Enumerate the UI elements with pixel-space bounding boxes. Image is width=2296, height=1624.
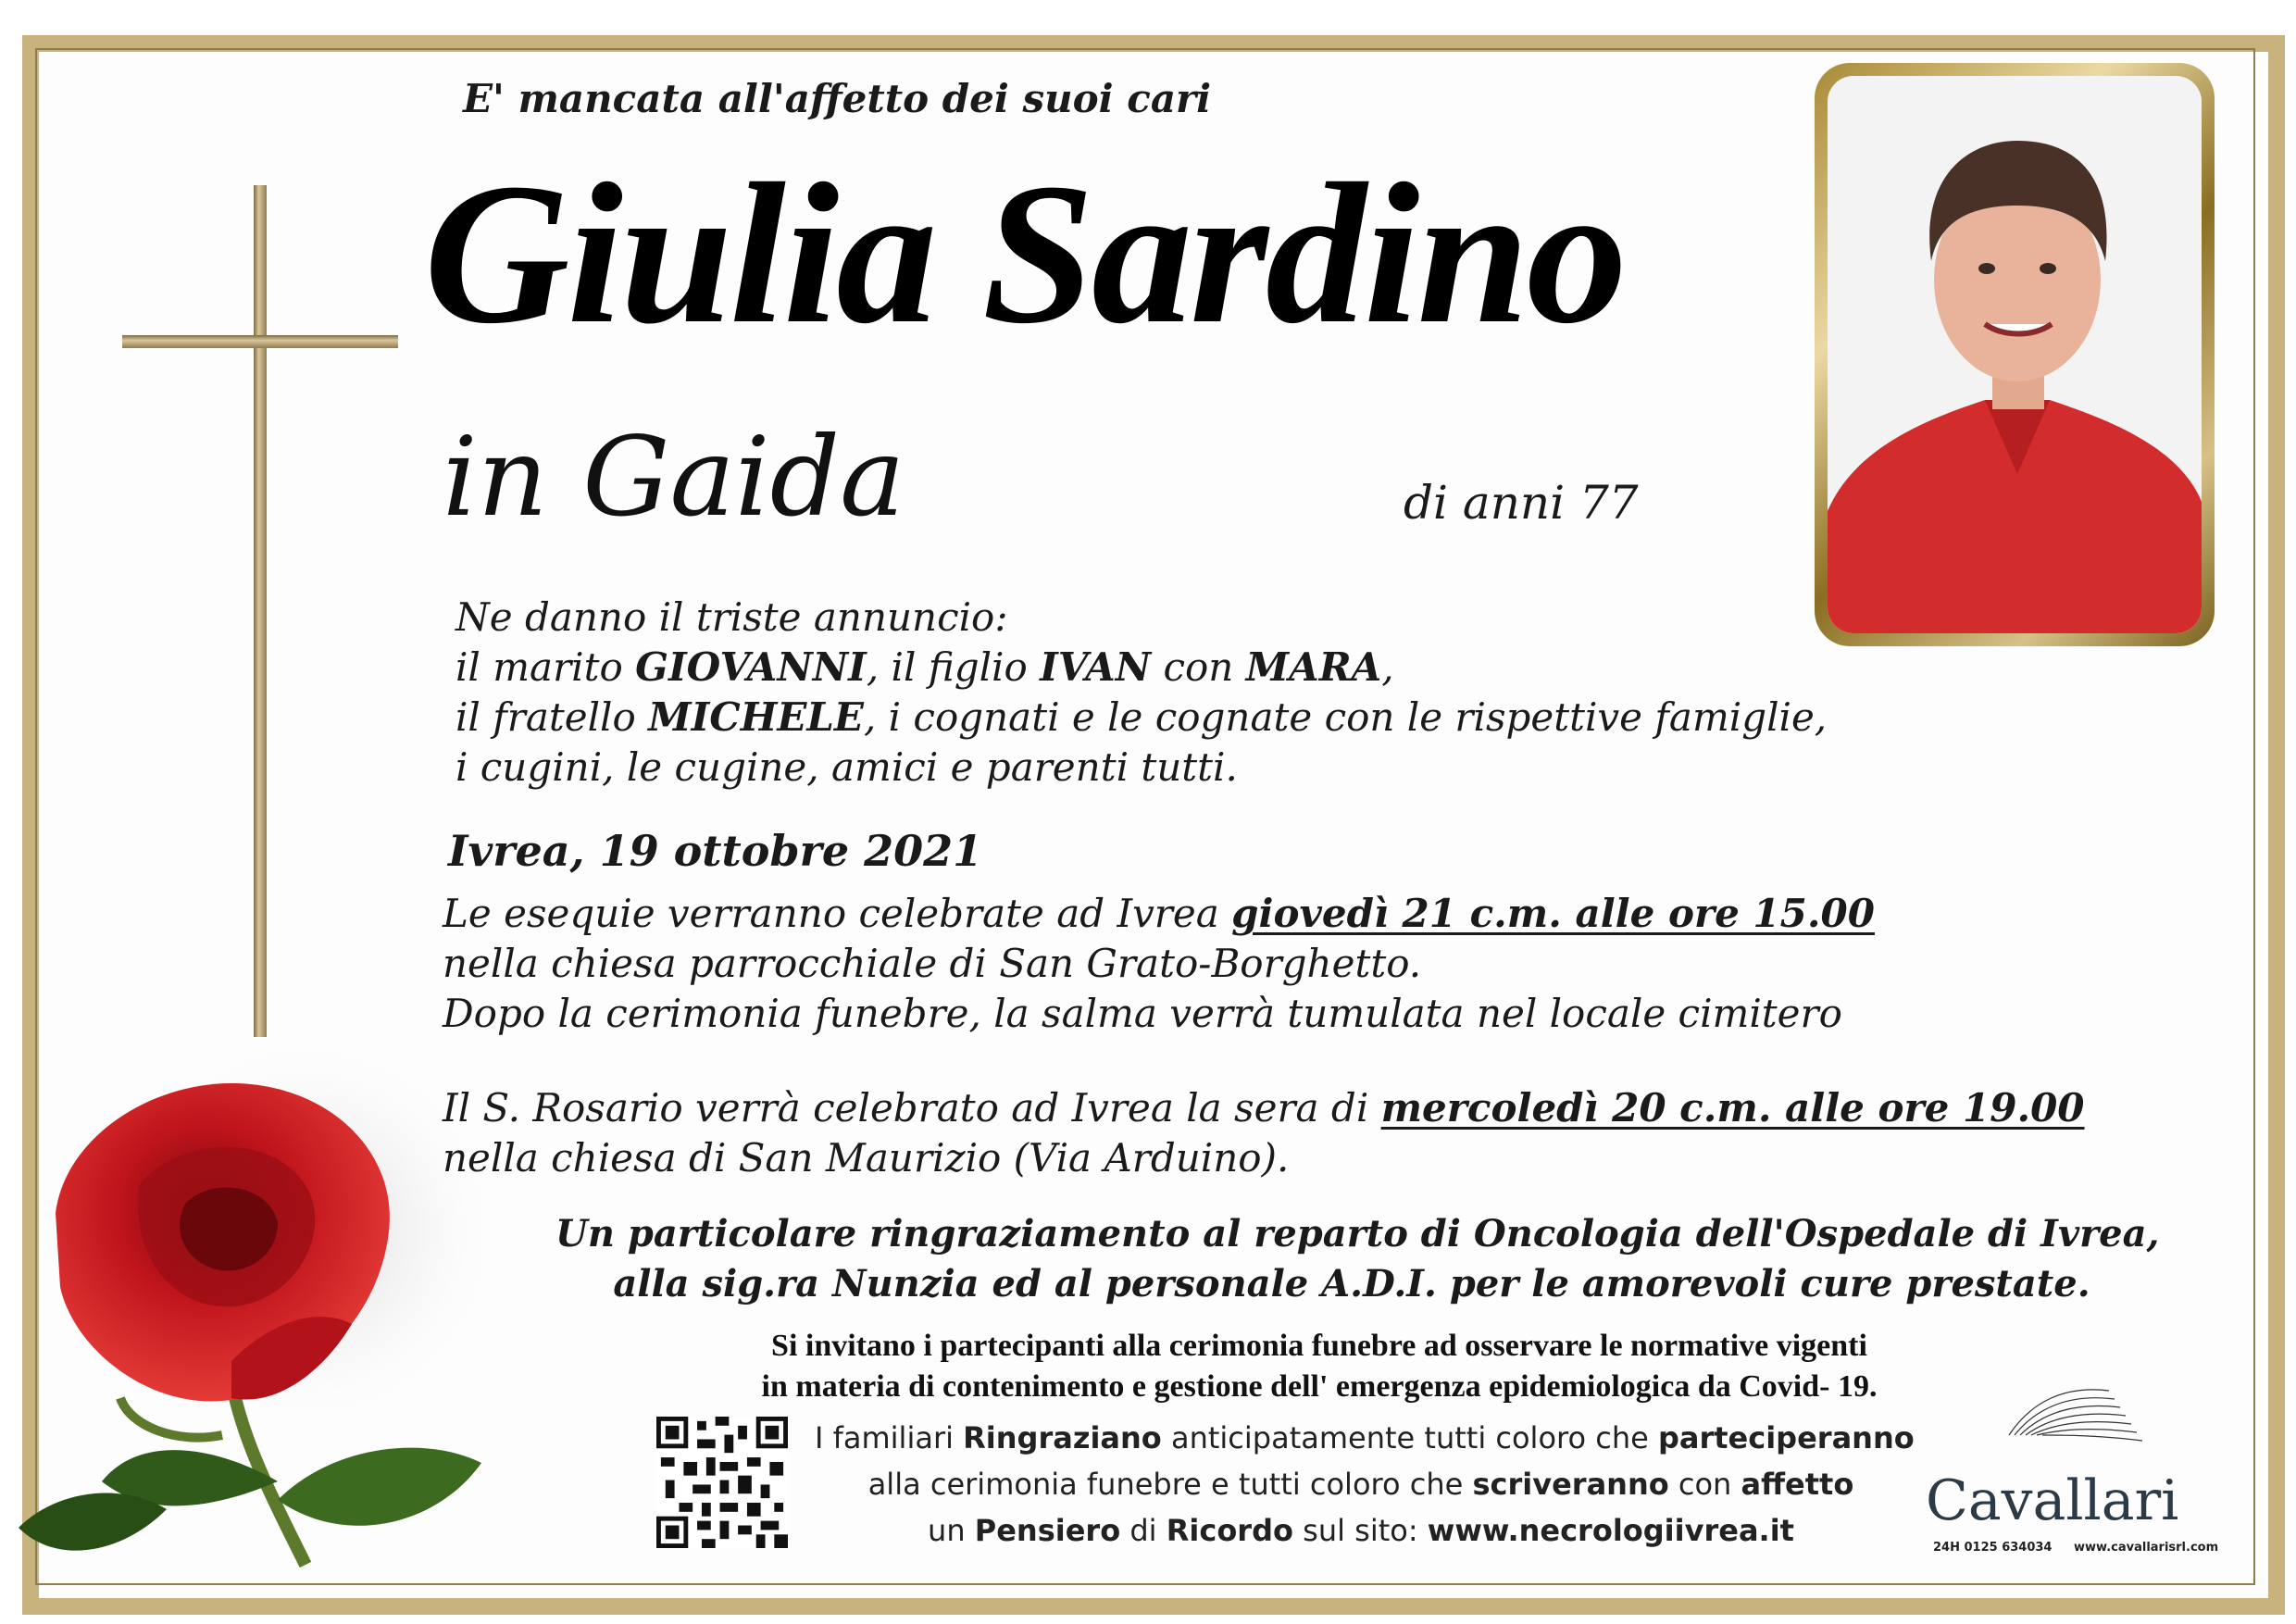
announcement-line-2: il marito GIOVANNI, il figlio IVAN con MARA,: [455, 644, 1394, 690]
qr-code-icon[interactable]: [654, 1417, 791, 1548]
logo-phone: 24H 0125 634034: [1933, 1541, 2053, 1555]
funeral-block: [443, 889, 1875, 1039]
portrait-photo: [1828, 76, 2202, 633]
announcement-line-1: Ne danno il triste annuncio:: [455, 594, 1008, 640]
family-thanks-line-2: alla cerimonia funebre e tutti coloro che scriveranno con affetto: [867, 1467, 1854, 1502]
cavallari-logo: [1926, 1380, 2231, 1565]
rosary-line-1: Il S. Rosario verrà celebrato ad Ivrea la sera di mercoledì 20 c.m. alle ore 19.00: [443, 1085, 2085, 1131]
covid-notice: [630, 1326, 2009, 1407]
logo-brand: Cavallari: [1926, 1468, 2179, 1533]
thanks-line-2: alla sig.ra Nunzia ed al personale A.D.I. per le amorevoli cure prestate.: [613, 1262, 2090, 1305]
covid-line-2: in materia di contenimento e gestione dell' emergenza epidemiologica da Covid- 19.: [761, 1369, 1878, 1404]
age-text: di anni 77: [1404, 476, 1639, 530]
rose-icon: [0, 1046, 481, 1583]
intro-text: E' mancata all'affetto dei suoi cari: [463, 76, 1212, 121]
covid-line-1: Si invitano i partecipanti alla cerimonia funebre ad osservare le normative vigenti: [771, 1329, 1867, 1363]
funeral-line-3: Dopo la cerimonia funebre, la salma verrà tumulata nel locale cimitero: [443, 991, 1842, 1036]
rosary-line-2: nella chiesa di San Maurizio (Via Arduino).: [443, 1135, 1290, 1181]
deceased-name: Giulia Sardino: [424, 143, 1625, 366]
announcement-line-4: i cugini, le cugine, amici e parenti tutti.: [455, 744, 1238, 790]
funeral-line-1: Le esequie verranno celebrate ad Ivrea giovedì 21 c.m. alle ore 15.00: [443, 891, 1875, 936]
thanks-line-1: Un particolare ringraziamento al reparto di Oncologia dell'Ospedale di Ivrea,: [555, 1212, 2160, 1255]
announcement-block: [455, 593, 1827, 793]
logo-website: www.cavallarisrl.com: [2074, 1541, 2219, 1555]
family-thanks-line-1: I familiari Ringraziano anticipatamente tutti coloro che parteciperanno: [815, 1420, 1915, 1455]
family-thanks-line-3: un Pensiero di Ricordo sul sito: www.necrologiivrea.it: [928, 1513, 1794, 1548]
portrait-frame: [1815, 63, 2215, 646]
website-link[interactable]: www.necrologiivrea.it: [1427, 1513, 1794, 1548]
family-thanks-block: [815, 1415, 1915, 1554]
announcement-line-3: il fratello MICHELE, i cognati e le cognate con le rispettive famiglie,: [455, 694, 1828, 740]
married-name: in Gaida: [443, 413, 905, 541]
place-date: Ivrea, 19 ottobre 2021: [448, 826, 983, 876]
funeral-line-2: nella chiesa parrocchiale di San Grato-Borghetto.: [443, 941, 1422, 986]
thanks-block: [555, 1209, 2160, 1309]
rosary-block: [443, 1083, 2085, 1183]
